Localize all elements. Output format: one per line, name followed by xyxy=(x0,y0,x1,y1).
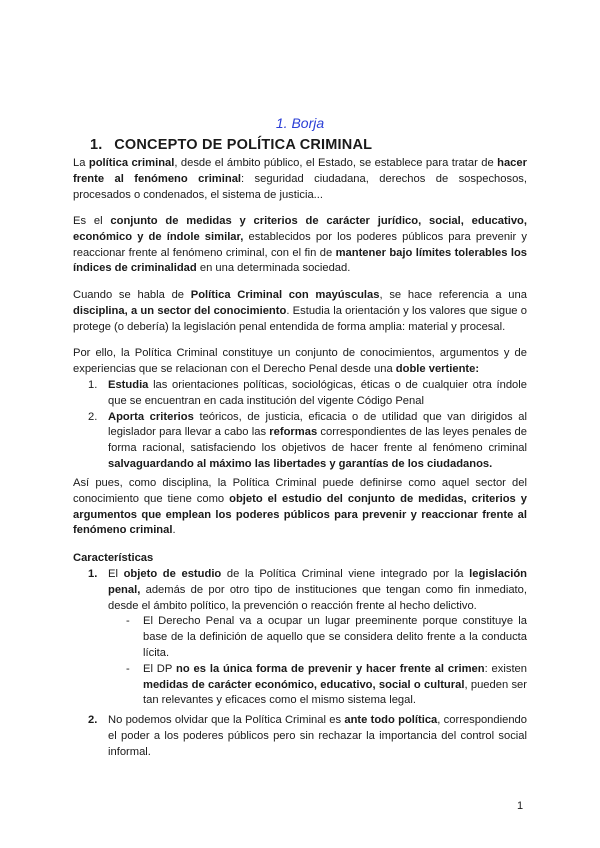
sub-list-item-text xyxy=(143,663,527,707)
list-item xyxy=(73,567,527,614)
text-run: establecidos por los poderes públicos para prevenir y reaccionar frente al fenómeno criminal, con el fin de xyxy=(73,230,527,259)
text-run: Por ello, la Política Criminal constituye un conjunto de conocimientos, argumentos y de experiencias que se relacionan con el Derecho Penal desde una xyxy=(73,347,527,375)
caracteristicas-list xyxy=(73,567,527,709)
caracteristicas-list-2 xyxy=(73,713,527,760)
author-heading: 1. Borja xyxy=(275,115,325,131)
text-run: Así pues, como disciplina, la Política Criminal puede definirse como aquel sector del conocimiento que tiene como xyxy=(73,477,527,505)
text-run: además de por otro tipo de instituciones que tengan como fin inmediato, desde el ámbito político, la prevención o reacción frente al hecho delictivo. xyxy=(108,583,527,612)
bold-text-run: disciplina, a un sector del conocimiento xyxy=(73,304,287,317)
sub-list-item-text xyxy=(143,615,527,659)
text-run: . Estudia la orientación y los valores que sigue o protege (o debería) la legislación penal entendida de forma amplia: material y procesal. xyxy=(73,304,527,333)
caracteristicas-title: Características xyxy=(73,552,154,564)
text-run: teóricos, de justicia, eficacia o de utilidad que van dirigidos al legislador para llevar a cabo las xyxy=(108,410,527,439)
text-run: , correspondiendo el poder a los poderes públicos pero sin rechazar la importancia del control social informal. xyxy=(108,714,528,758)
text-run: : existen xyxy=(484,662,527,675)
list-item-text xyxy=(108,568,527,612)
list-item-text xyxy=(108,411,527,470)
text-run: El xyxy=(108,568,124,580)
text-run: las orientaciones políticas, sociológicas, éticas o de cualquier otra índole que se encuentran en cada institución del vigente Código Penal xyxy=(108,379,527,407)
text-run: , desde el ámbito público, el Estado, se establece para tratar de xyxy=(174,157,498,169)
dash-marker: - xyxy=(126,615,130,628)
list-item-number: 2. xyxy=(88,410,98,423)
text-run: en una determinada sociedad. xyxy=(196,262,351,275)
list-item xyxy=(73,378,527,410)
text-run: El Derecho Penal va a ocupar un lugar preeminente porque constituye la base de la definición de aquello que se considera delito frente a la conducta lícita. xyxy=(143,615,527,659)
section-heading xyxy=(90,137,372,153)
dash-marker: - xyxy=(126,662,130,675)
list-item xyxy=(73,713,527,760)
text-run: , se hace referencia a una xyxy=(379,289,527,301)
text-run: : seguridad ciudadana, derechos de sospechosos, procesados o condenados, el sistema de justicia... xyxy=(73,172,527,201)
paragraph-intro xyxy=(73,156,527,203)
bold-text-run: objeto el estudio del conjunto de medidas, criterios y argumentos que emplean los poderes públicos para prevenir y reaccionar frente al fenómeno criminal xyxy=(73,492,527,537)
bold-text-run: medidas de carácter económico, educativo, social o cultural xyxy=(143,678,465,691)
sub-list-item xyxy=(73,614,527,661)
bold-text-run: Aporta criterios xyxy=(108,410,194,423)
bold-text-run: legislación penal, xyxy=(108,568,527,596)
text-run: . xyxy=(172,524,176,537)
bold-text-run: Estudia xyxy=(108,379,149,391)
text-run: El DP xyxy=(143,662,177,675)
paragraph-disciplina xyxy=(73,288,527,335)
list-item-number: 1. xyxy=(88,379,98,391)
bold-text-run: objeto de estudio xyxy=(123,568,222,580)
text-run: La xyxy=(73,157,89,169)
bold-text-run: ante todo política xyxy=(344,714,438,726)
bold-text-run: salvaguardando al máximo las libertades y garantías de los ciudadanos. xyxy=(108,457,493,470)
bold-text-run: no es la única forma de prevenir y hacer frente al crimen xyxy=(176,662,485,675)
list-item-number: 1. xyxy=(88,568,98,580)
vertiente-list xyxy=(73,378,527,473)
bold-text-run: Política Criminal con mayúsculas xyxy=(190,289,380,301)
page-number: 1 xyxy=(517,800,524,812)
heading-number: 1. xyxy=(90,137,103,153)
text-run: , pueden ser tan relevantes y eficaces como el mismo sistema legal. xyxy=(143,678,528,707)
list-item-text xyxy=(108,714,527,758)
sub-list-item xyxy=(73,662,527,709)
text-run: Es el xyxy=(73,215,111,227)
bold-text-run: política criminal xyxy=(88,157,175,169)
list-item xyxy=(73,410,527,473)
text-run: correspondientes de las leyes penales de forma racional, satisfaciendo los objetivos de hacer frente al fenómeno criminal xyxy=(108,426,527,455)
heading-title: CONCEPTO DE POLÍTICA CRIMINAL xyxy=(114,137,373,153)
paragraph-asi-pues xyxy=(73,476,527,539)
bold-text-run: reformas xyxy=(269,426,318,439)
bold-text-run: mantener bajo límites tolerables los índices de criminalidad xyxy=(73,246,527,275)
text-run: de la Política Criminal viene integrado por la xyxy=(221,568,470,580)
bold-text-run: doble vertiente: xyxy=(395,362,480,375)
bold-text-run: hacer frente al fenómeno criminal xyxy=(73,157,527,185)
paragraph-doble-vertiente xyxy=(73,346,527,378)
bold-text-run: conjunto de medidas y criterios de carácter jurídico, social, educativo, económico y de índole similar, xyxy=(73,215,527,243)
list-item-text xyxy=(108,379,527,407)
text-run: No podemos olvidar que la Política Criminal es xyxy=(108,714,345,726)
list-item-number: 2. xyxy=(88,714,98,726)
text-run: Cuando se habla de xyxy=(73,289,191,301)
paragraph-definition xyxy=(73,214,527,277)
